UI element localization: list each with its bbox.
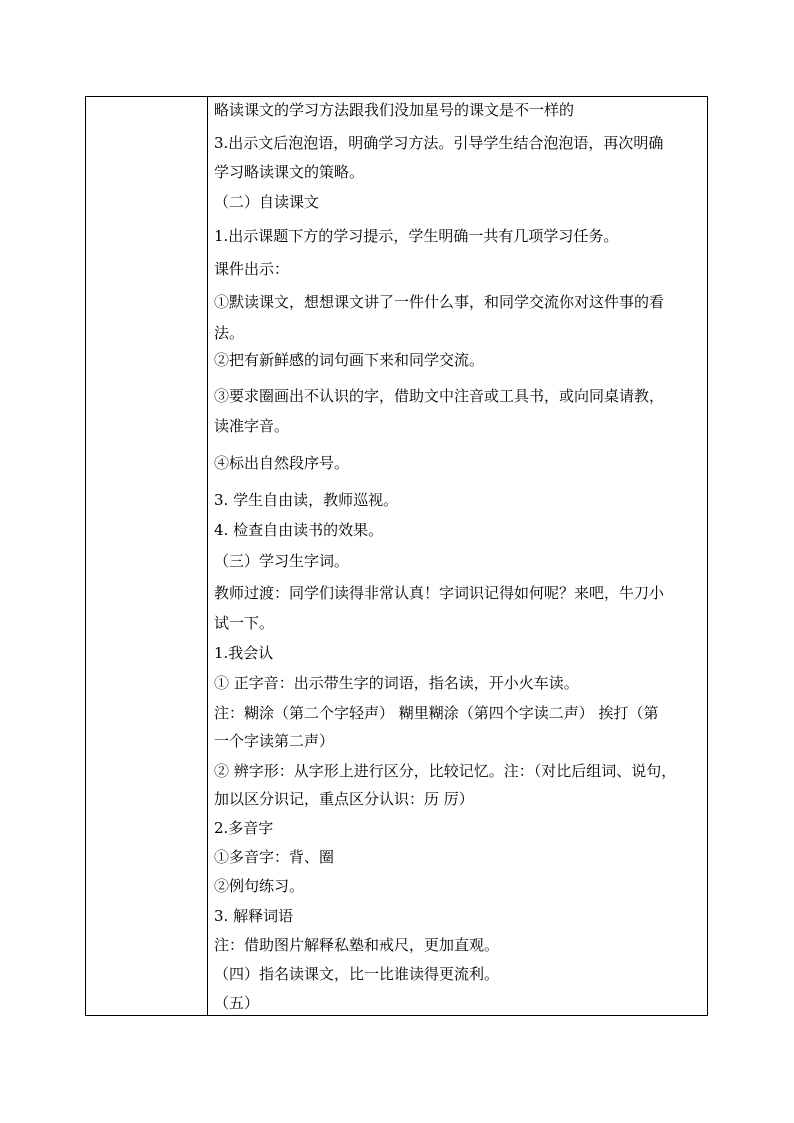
section-heading: （四）指名读课文，比一比谁读得更流利。 — [214, 965, 500, 983]
text-line: 学习略读课文的策略。 — [214, 163, 365, 181]
text-line: 1.我会认 — [214, 644, 274, 662]
text-line: ② 辨字形：从字形上进行区分，比较记忆。注：（对比后组词、说句， — [214, 762, 677, 780]
text-line: 注：借助图片解释私塾和戒尺，更加直观。 — [214, 936, 500, 954]
text-line: ②把有新鲜感的词句画下来和同学交流。 — [214, 351, 485, 369]
section-heading: （五） — [214, 994, 260, 1012]
text-line: 1.出示课题下方的学习提示，学生明确一共有几项学习任务。 — [214, 227, 619, 245]
text-line: 课件出示： — [214, 260, 290, 278]
text-line: 2.多音字 — [214, 819, 274, 837]
text-line: ②例句练习。 — [214, 877, 305, 895]
lesson-plan-table — [85, 96, 708, 1016]
text-line: 试一下。 — [214, 614, 275, 632]
text-line: ①多音字：背、圈 — [214, 848, 335, 866]
text-line: 加以区分识记，重点区分认识：历 厉） — [214, 790, 474, 808]
text-line: 教师过渡：同学们读得非常认真！字词识记得如何呢？来吧，牛刀小 — [214, 584, 665, 602]
text-line: 3. 解释词语 — [214, 907, 294, 925]
table-left-column — [86, 97, 208, 1015]
text-line: ①默读课文，想想课文讲了一件什么事，和同学交流你对这件事的看 — [214, 293, 665, 311]
text-line: 注：糊涂（第二个字轻声） 糊里糊涂（第四个字读二声） 挨打（第 — [214, 704, 659, 722]
text-line: 4. 检查自由读书的效果。 — [214, 521, 384, 539]
text-line: 法。 — [214, 324, 245, 342]
text-line: 一个字读第二声） — [214, 732, 335, 750]
text-line: ① 正字音：出示带生字的词语，指名读，开小火车读。 — [214, 674, 579, 692]
text-line: ④标出自然段序号。 — [214, 454, 350, 472]
table-content-cell — [208, 97, 707, 1015]
text-line: 略读课文的学习方法跟我们没加星号的课文是不一样的 — [214, 101, 575, 119]
text-line: 3. 学生自由读，教师巡视。 — [214, 491, 399, 509]
text-line: ③要求圈画出不认识的字，借助文中注音或工具书，或向同桌请教， — [214, 387, 665, 405]
text-line: 读准字音。 — [214, 417, 290, 435]
text-line: 3.出示文后泡泡语，明确学习方法。引导学生结合泡泡语，再次明确 — [214, 134, 664, 152]
section-heading: （三）学习生字词。 — [214, 552, 350, 570]
section-heading: （二）自读课文 — [214, 193, 320, 211]
